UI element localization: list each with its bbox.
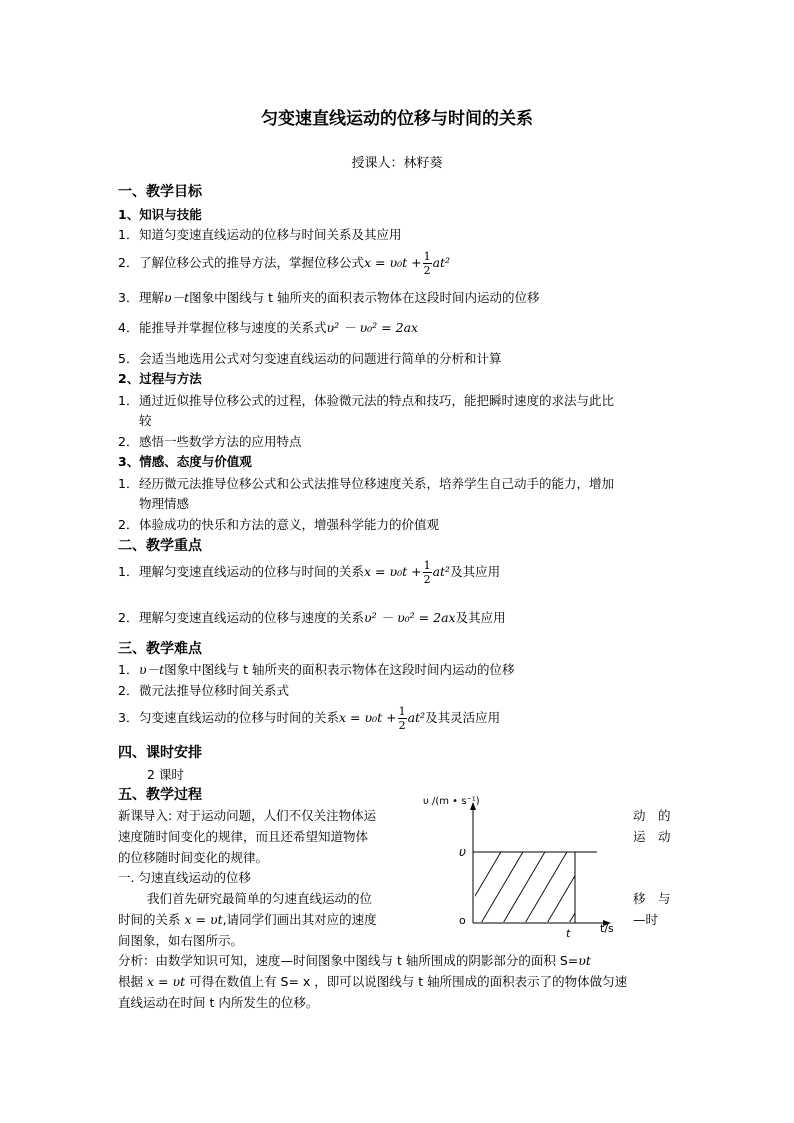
intro-line: 新课导入: 对于运动问题，人们不仅关注物体运 <box>118 808 377 823</box>
list-item: 2．了解位移公式的推导方法，掌握位移公式x = υ₀t + $\frac{1}{2}$ at² <box>118 250 451 277</box>
list-item: 1．经历微元法推导位移公式和公式法推导位移速度关系，培养学生自己动手的能力，增加 <box>118 476 615 491</box>
document-title: 匀变速直线运动的位移与时间的关系 <box>261 109 533 129</box>
section-3-heading: 三、教学难点 <box>118 641 202 657</box>
subsection-uniform-motion: 一. 匀速直线运动的位移 <box>118 870 251 885</box>
body-line-right: —时 <box>633 912 659 927</box>
list-item: 4．能推导并掌握位移与速度的关系式υ² － υ₀² = 2ax <box>118 320 419 335</box>
list-item: 2．理解匀变速直线运动的位移与速度的关系υ² － υ₀² = 2ax及其应用 <box>118 610 506 625</box>
list-item-continuation: 较 <box>139 413 152 428</box>
list-item-continuation: 物理情感 <box>139 496 190 511</box>
list-item: 1．知道匀变速直线运动的位移与时间关系及其应用 <box>118 227 402 242</box>
list-item: 1．理解匀变速直线运动的位移与时间的关系x = υ₀t + $\frac{1}{2}$ at²及其应用 <box>118 559 501 586</box>
analysis-line: 根据 x = υt 可得在数值上有 S= x ，即可以说图线与 t 轴所围成的面积表示了的物体做匀速 <box>118 974 628 989</box>
time-tick-label: t <box>566 927 571 940</box>
list-item: 5．会适当地选用公式对匀变速直线运动的问题进行简单的分析和计算 <box>118 351 502 366</box>
intro-line-right: 动 的 <box>633 808 671 823</box>
list-item: 1．通过近似推导位移公式的过程，体验微元法的特点和技巧，能把瞬时速度的求法与此比 <box>118 393 615 408</box>
shaded-area <box>455 845 615 930</box>
body-line-right: 移 与 <box>633 891 671 906</box>
intro-line: 速度随时间变化的规律，而且还希望知道物体 <box>118 829 369 844</box>
analysis-line: 分析：由数学知识可知，速度—时间图象中图线与 t 轴所围成的阴影部分的面积 S=υt <box>118 953 591 968</box>
list-item: 2．微元法推导位移时间关系式 <box>118 683 290 698</box>
author-line: 授课人：林籽葵 <box>351 156 443 171</box>
section-5-heading: 五、教学过程 <box>118 787 202 803</box>
intro-line: 的位移随时间变化的规律。 <box>118 850 269 865</box>
velocity-time-graph <box>415 790 615 940</box>
section-2-heading: 二、教学重点 <box>118 538 202 554</box>
list-item: 2．体验成功的快乐和方法的意义，增强科学能力的价值观 <box>118 517 440 532</box>
section-1-heading: 一、教学目标 <box>118 184 202 200</box>
list-item: 3．理解υ－t图象中图线与 t 轴所夹的面积表示物体在这段时间内运动的位移 <box>118 290 540 305</box>
origin-label: o <box>459 914 466 927</box>
intro-line-right: 运 动 <box>633 829 671 844</box>
subsection-knowledge: 1、知识与技能 <box>118 207 202 222</box>
list-item: 3．匀变速直线运动的位移与时间的关系x = υ₀t + $\frac{1}{2}$ at²及其灵活应用 <box>118 705 501 732</box>
list-item: 2．感悟一些数学方法的应用特点 <box>118 434 302 449</box>
section-4-heading: 四、课时安排 <box>118 745 202 761</box>
subsection-attitude: 3、情感、态度与价值观 <box>118 454 252 469</box>
y-axis-label: υ /(m • s⁻¹) <box>423 796 480 807</box>
body-line: 时间的关系 x = υt,请同学们画出其对应的速度 <box>118 912 377 927</box>
velocity-label: υ <box>459 845 466 859</box>
body-line: 我们首先研究最简单的匀速直线运动的位 <box>147 891 373 906</box>
lesson-hours: 2 课时 <box>147 767 184 782</box>
subsection-process: 2、过程与方法 <box>118 371 202 386</box>
list-item: 1．υ－t图象中图线与 t 轴所夹的面积表示物体在这段时间内运动的位移 <box>118 662 515 677</box>
x-axis-label: t/s <box>600 922 614 935</box>
analysis-line: 直线运动在时间 t 内所发生的位移。 <box>118 995 319 1010</box>
body-line: 间图象，如右图所示。 <box>118 933 244 948</box>
